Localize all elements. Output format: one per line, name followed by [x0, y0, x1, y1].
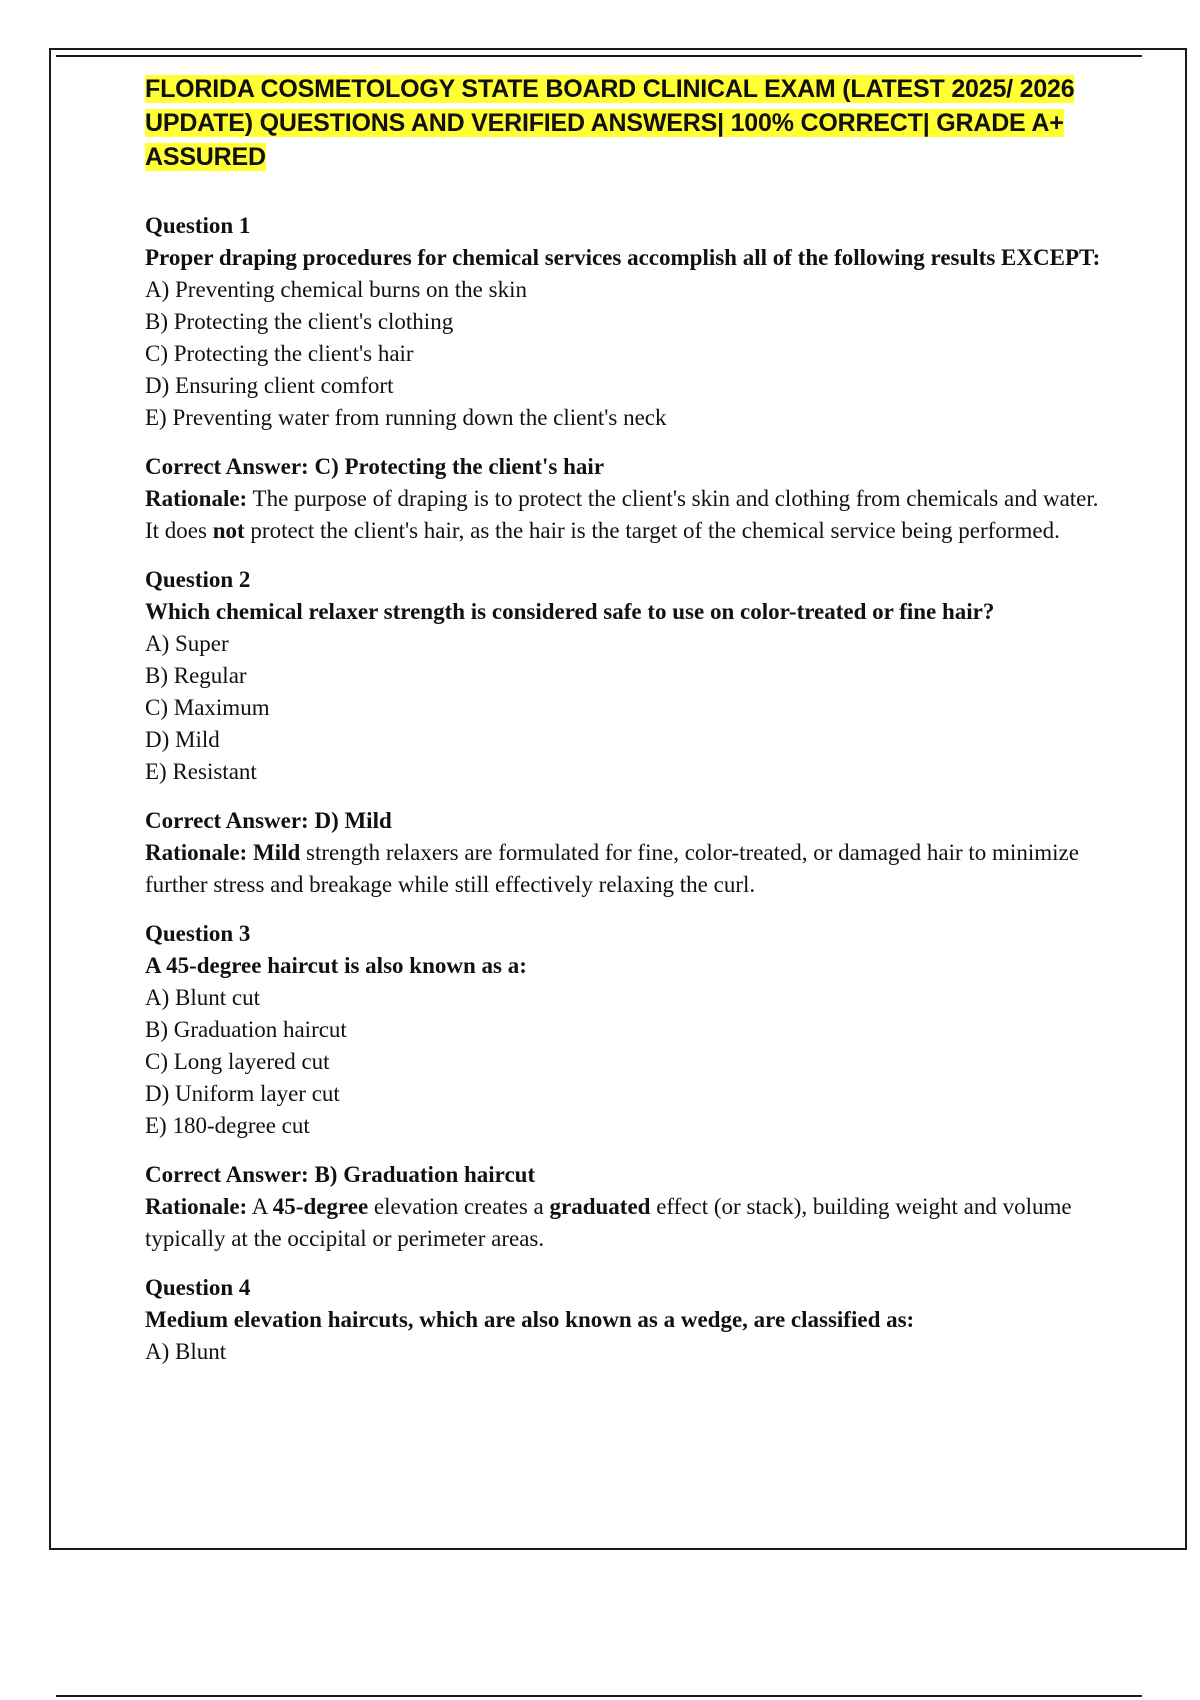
- title-line-2: UPDATE) QUESTIONS AND VERIFIED ANSWERS| 100% CORRECT| GRADE A+: [145, 109, 1064, 137]
- options-list: [145, 1336, 1105, 1368]
- rationale-emphasis: 45-degree: [272, 1194, 369, 1219]
- rationale-text: A: [247, 1194, 273, 1219]
- correct-answer: Correct Answer: D) Mild: [145, 808, 392, 833]
- option-item: C) Maximum: [145, 695, 270, 720]
- document-content: [145, 72, 1105, 1385]
- option-item: B) Graduation haircut: [145, 1017, 347, 1042]
- question-text: Which chemical relaxer strength is considered safe to use on color-treated or fine hair?: [145, 599, 995, 624]
- correct-answer: Correct Answer: B) Graduation haircut: [145, 1162, 536, 1187]
- rationale-emphasis: graduated: [549, 1194, 651, 1219]
- question-4: [145, 1272, 1105, 1368]
- rationale-emphasis: not: [212, 518, 245, 543]
- correct-answer: Correct Answer: C) Protecting the client's hair: [145, 454, 605, 479]
- rationale-text: protect the client's hair, as the hair is the target of the chemical service being performed.: [244, 518, 1060, 543]
- rationale-text: elevation creates a: [368, 1194, 550, 1219]
- option-item: E) 180-degree cut: [145, 1113, 310, 1138]
- option-item: E) Resistant: [145, 759, 257, 784]
- question-text: A 45-degree haircut is also known as a:: [145, 953, 527, 978]
- option-item: A) Blunt: [145, 1339, 227, 1364]
- options-list: [145, 274, 1105, 434]
- question-1: [145, 210, 1105, 547]
- rationale: [145, 1191, 1105, 1255]
- title-line-3: ASSURED: [145, 143, 266, 171]
- option-item: C) Protecting the client's hair: [145, 341, 414, 366]
- question-number: Question 2: [145, 567, 251, 592]
- question-2: [145, 564, 1105, 901]
- question-number: Question 3: [145, 921, 251, 946]
- options-list: [145, 628, 1105, 788]
- rationale-label: Rationale:: [145, 486, 248, 511]
- rationale: [145, 837, 1105, 901]
- question-number: Question 1: [145, 213, 251, 238]
- option-item: B) Regular: [145, 663, 247, 688]
- rationale: [145, 483, 1105, 547]
- rationale-text: The purpose of draping is to protect the client's skin and clothing from chemicals and water. It does: [145, 486, 1099, 543]
- bottom-rule: [56, 1695, 1142, 1697]
- question-text: Medium elevation haircuts, which are also known as a wedge, are classified as:: [145, 1307, 915, 1332]
- options-list: [145, 982, 1105, 1142]
- option-item: D) Mild: [145, 727, 220, 752]
- rationale-emphasis: Mild: [247, 840, 301, 865]
- title-line-1: FLORIDA COSMETOLOGY STATE BOARD CLINICAL EXAM (LATEST 2025/ 2026: [145, 75, 1075, 103]
- option-item: B) Protecting the client's clothing: [145, 309, 454, 334]
- rationale-text: strength relaxers are formulated for fine, color-treated, or damaged hair to minimize further stress and breakage while still effectively relaxing the curl.: [145, 840, 1079, 897]
- option-item: D) Ensuring client comfort: [145, 373, 394, 398]
- question-text: Proper draping procedures for chemical services accomplish all of the following results EXCEPT:: [145, 245, 1101, 270]
- option-item: A) Preventing chemical burns on the skin: [145, 277, 527, 302]
- option-item: D) Uniform layer cut: [145, 1081, 340, 1106]
- question-3: [145, 918, 1105, 1255]
- option-item: C) Long layered cut: [145, 1049, 330, 1074]
- rationale-label: Rationale:: [145, 840, 248, 865]
- option-item: E) Preventing water from running down the client's neck: [145, 405, 667, 430]
- question-number: Question 4: [145, 1275, 251, 1300]
- option-item: A) Blunt cut: [145, 985, 260, 1010]
- option-item: A) Super: [145, 631, 229, 656]
- rationale-text: effect (or stack), building weight and volume typically at the occipital or perimeter areas.: [145, 1194, 1072, 1251]
- document-title: [145, 72, 1105, 174]
- rationale-label: Rationale:: [145, 1194, 248, 1219]
